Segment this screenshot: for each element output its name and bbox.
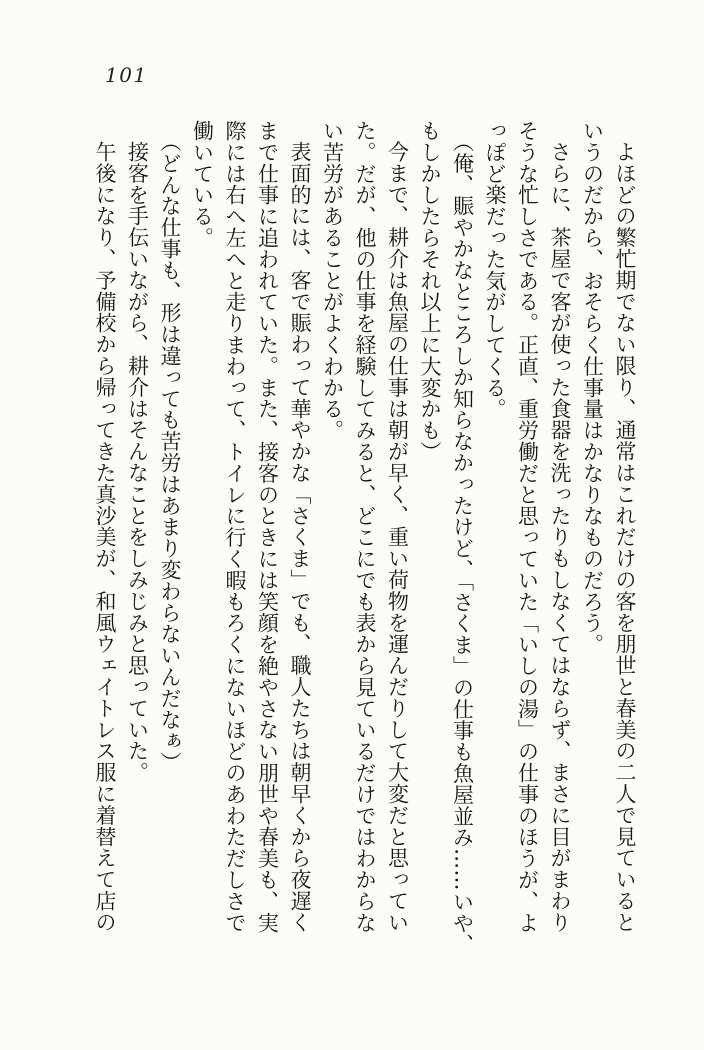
paragraph: 表面的には、客で賑わって華やかな「さくま」でも、職人たちは朝早くから夜遅く まで仕事に追われていた。また、接客のときには笑顔を絶やさない朋世や春美も、実 際には右へ左へと走りまわって、トイレに行く暇もろくにないほどのあわただしさで 働いている。: [190, 120, 312, 934]
paragraph: （どんな仕事も、形は違っても苦労はあまり変わらないんだなぁ）: [158, 131, 182, 773]
paragraph: 今まで、耕介は魚屋の仕事は朝が早く、重い荷物を運んだりして大変だと思ってい た。だが、他の仕事を経験してみると、どこにでも表から見ているだけではわからな い苦労があることがよくわかる。: [320, 120, 410, 934]
paragraph: さらに、茶屋で客が使った食器を洗ったりもしなくてはならず、まさに目がまわり そうな忙しさである。正直、重労働だと思っていた「いしの湯」の仕事のほうが、よ っぽど楽だった気がしてくる。: [483, 120, 572, 934]
paragraph: （俺、賑やかなところしか知らなかったけど、「さくま」の仕事も魚屋並み……いや、 もしかしたらそれ以上に大変かも）: [418, 120, 475, 956]
paragraph: 午後になり、予備校から帰ってきた真沙美が、和風ウェイトレス服に着替えて店の: [93, 141, 117, 933]
text-block: [89, 120, 642, 965]
paragraph: 接客を手伝いながら、耕介はそんなことをしみじみと思っていた。: [125, 141, 150, 783]
page-number: 101: [105, 63, 148, 87]
paragraph: よほどの繁忙期でない限り、通常はこれだけの客を朋世と春美の二人で見ていると いうのだから、おそらく仕事量はかなりなものだろう。: [580, 120, 637, 933]
